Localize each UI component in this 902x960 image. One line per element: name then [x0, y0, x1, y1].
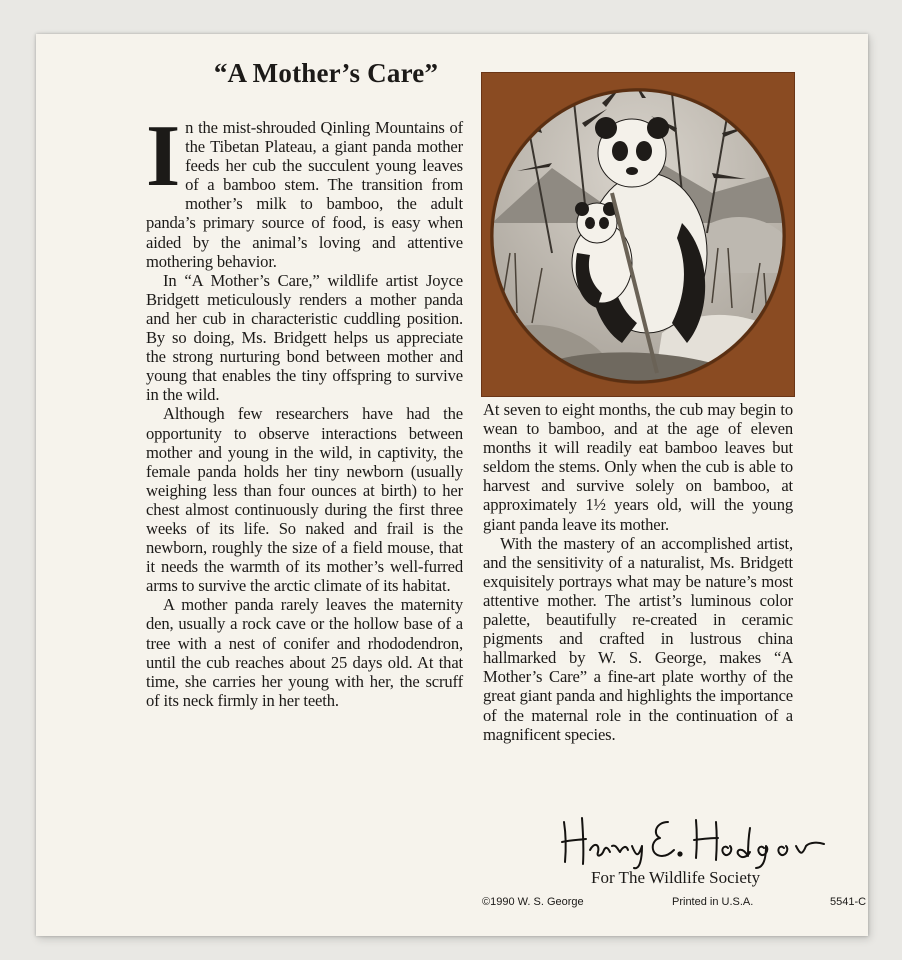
copyright-notice: ©1990 W. S. George	[482, 896, 584, 908]
page-sheet	[36, 34, 868, 936]
plate-scene	[482, 73, 794, 396]
left-column	[146, 108, 463, 710]
panda-plate-artwork	[481, 72, 795, 397]
paragraph-2: In “A Mother’s Care,” wildlife artist Joyce Bridgett meticulously renders a mother panda and her cub in characteristic cuddling position. By so doing, Ms. Bridgett helps us appreciate the strong nurturing bond between mother and young that enables the tiny offspring to survive in the wild.	[146, 270, 463, 405]
panda-plate-illustration	[482, 73, 794, 396]
signature	[556, 810, 836, 870]
paragraph-3: Although few researchers have had the opportunity to observe interactions between mother and young in the wild, in captivity, the female panda holds her tiny newborn (usually weighing less than four ounces at birth) to her chest almost continuously during the first three weeks of its life. So naked and frail is the newborn, roughly the size of a field mouse, that it needs the warmth of its mother’s well-furred arms to survive the arctic climate of its habitat.	[146, 404, 463, 596]
handwritten-signature	[556, 810, 836, 870]
right-column	[483, 400, 793, 744]
paragraph-4: A mother panda rarely leaves the maternity den, usually a rock cave or the hollow base of a tree with a nest of conifer and rhododendron, until the cub reaches about 25 days old. At that time, she carries her young with her, the scruff of its neck firmly in her teeth.	[146, 595, 463, 710]
paragraph-1-text: n the mist-shrouded Qinling Mountains of the Tibetan Plateau, a giant panda mother feeds her cub the succulent young leaves of a bamboo stem. The transition from mother’s milk to bamboo, the adult panda’s primary source of food, is easy when aided by the animal’s loving and attentive mothering behavior.	[146, 118, 463, 271]
article-title: “A Mother’s Care”	[213, 58, 439, 88]
paragraph-6: With the mastery of an accomplished artist, and the sensitivity of a naturalist, Ms. Bridgett exquisitely portrays what may be nature’s most attentive mother. The artist’s luminous color palette, beautifully re-created in ceramic pigments and crafted in lustrous china hallmarked by W. S. George, makes “A Mother’s Care” a fine-art plate worthy of the great giant panda and highlights the importance of the maternal role in the continuation of a magnificent species.	[483, 533, 793, 744]
paragraph-5: At seven to eight months, the cub may begin to wean to bamboo, and at the age of eleven months it will readily eat bamboo leaves but seldom the stems. Only when the cub is able to harvest and survive solely on bamboo, at approximately 1½ years old, will the young giant panda leave its mother.	[483, 400, 793, 534]
printed-in-notice: Printed in U.S.A.	[672, 896, 754, 908]
drop-cap: I	[146, 108, 181, 205]
signature-line: For The Wildlife Society	[591, 868, 761, 887]
paragraph-1	[146, 108, 463, 271]
catalog-code: 5541-C	[830, 896, 867, 908]
